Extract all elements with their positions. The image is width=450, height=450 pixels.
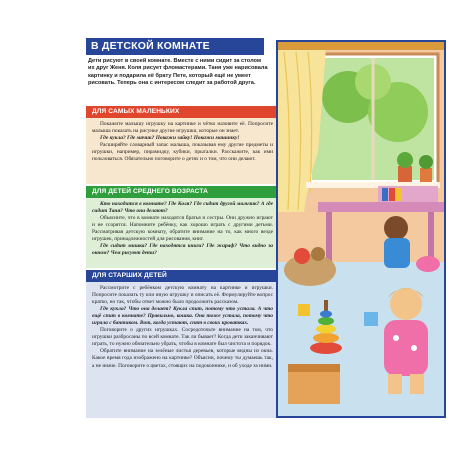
flower-plant-2 bbox=[419, 155, 433, 169]
intro-text: Дети рисуют в своей комнате. Вместе с ними сидит за столом их друг Женя. Коля рисует фломастерами. Таня уже нарисовала картинку и подарила её брату Пете, который ещё не умеет рисовать. Теперь она с интересом следит за работой друга. bbox=[88, 58, 268, 87]
child-head bbox=[384, 216, 408, 240]
girl-leg-2 bbox=[410, 374, 424, 394]
page-title: В ДЕТСКОЙ КОМНАТЕ bbox=[86, 38, 264, 55]
section-older-p1: Рассмотрите с ребёнком детскую комнату на картинке и игрушки. Попросите показать ту или иную игрушку и описать её. Формулируйте вопрос кратко, но так, чтобы ответ можно было продолжить рассказом. bbox=[92, 285, 273, 306]
section-box-older bbox=[86, 282, 278, 418]
girl-leg bbox=[388, 374, 402, 394]
flower-pot bbox=[398, 166, 412, 182]
book bbox=[382, 188, 388, 201]
section-small-p3: Расширяйте словарный запас малыша, показывая ему другие предметы и игрушки, например, пирамидку, кубики, прыгалки. Расскажите, как ими пользоваться. Обязательно поговорите о детях и о том, что они делают. bbox=[92, 142, 273, 163]
dress-dot-2 bbox=[411, 345, 417, 351]
room-illustration bbox=[276, 40, 446, 418]
child-shirt bbox=[384, 238, 410, 268]
toy-bear bbox=[311, 247, 325, 261]
desk-leg bbox=[326, 212, 332, 262]
curtain-rod bbox=[278, 42, 446, 50]
section-heading-middle: ДЛЯ ДЕТЕЙ СРЕДНЕГО ВОЗРАСТА bbox=[86, 186, 278, 198]
dress-dot bbox=[393, 335, 399, 341]
flower-plant bbox=[397, 152, 413, 168]
pyramid-ring-4 bbox=[318, 317, 334, 325]
section-middle-p2: Объясните, что в комнате находятся братья и сестры. Они дружно играют и не ссорятся. Напомните ребёнку, как хорошо играть с другими детьми. Рассматривая детскую комнату, обратите внимание на то, как много везде игрушек, принадлежностей для рисования, книг. bbox=[92, 215, 273, 243]
section-heading-small: ДЛЯ САМЫХ МАЛЕНЬКИХ bbox=[86, 106, 278, 118]
section-older-p4: Обратите внимание на зелёные листья деревьев, которые видны из окна. Какое время года изображено на картинке? Объясни, почему ты думаешь так, а не иначе. Поговорите о цветах, стоящих на подоконнике, и об уходе за ними. bbox=[92, 348, 273, 369]
toy-ball bbox=[294, 248, 310, 264]
pyramid-ring-3 bbox=[316, 325, 336, 334]
section-older-p3: Поговорите о других игрушках. Сосредоточьте внимание на том, что игрушки разбросаны по всей комнате. Так ли бывает? Когда дети заканчивают играть, то нужно обязательно убрать, чтобы в комнате был чистота и порядок. bbox=[92, 327, 273, 348]
girl-head bbox=[390, 288, 422, 320]
toy-basket bbox=[284, 254, 336, 286]
section-heading-older: ДЛЯ СТАРШИХ ДЕТЕЙ bbox=[86, 270, 278, 282]
girl-dress bbox=[384, 320, 428, 376]
pyramid-ring-2 bbox=[313, 333, 339, 343]
section-box-middle bbox=[86, 198, 278, 268]
section-middle-questions-2: Где сидит мишка? Где находятся книги? Где жираф? Что видно за окном? Чем рисуют дети? bbox=[92, 243, 273, 257]
flower-pot-2 bbox=[420, 168, 432, 182]
section-middle-questions-1: Кто находится в комнате? Где Коля? Где сидит другой мальчик? А где сидит Таня? Что они делают? bbox=[92, 201, 273, 215]
toy-chest-lid bbox=[288, 364, 340, 372]
book-2 bbox=[389, 188, 395, 201]
room-illustration-svg bbox=[278, 42, 446, 418]
section-older-questions: Где кукла? Что она делает? Кукла спит, потому что устала. А что ещё спит в комнате? Правильно, кошка. Она тоже устала, потому что играла с бантиком. Вот, когда устают, спят в своих кроватках. bbox=[92, 306, 273, 327]
desk-leg-2 bbox=[428, 212, 434, 262]
book-3 bbox=[396, 188, 402, 201]
desk-top bbox=[318, 202, 446, 212]
section-small-p1: Покажите малышу игрушку на картинке и чётко назовите её. Попросите малыша показать на рисунке другие игрушки, которые он знает. bbox=[92, 121, 273, 135]
toy-block bbox=[364, 312, 378, 326]
section-small-questions: Где кукла? Где мячик? Покажи зайку! Покажи машинку! bbox=[100, 135, 240, 142]
pyramid-ring bbox=[310, 342, 342, 354]
toy-block-2 bbox=[298, 304, 310, 316]
pyramid-ring-5 bbox=[320, 311, 332, 318]
section-box-small bbox=[86, 118, 278, 184]
doll bbox=[416, 256, 440, 272]
